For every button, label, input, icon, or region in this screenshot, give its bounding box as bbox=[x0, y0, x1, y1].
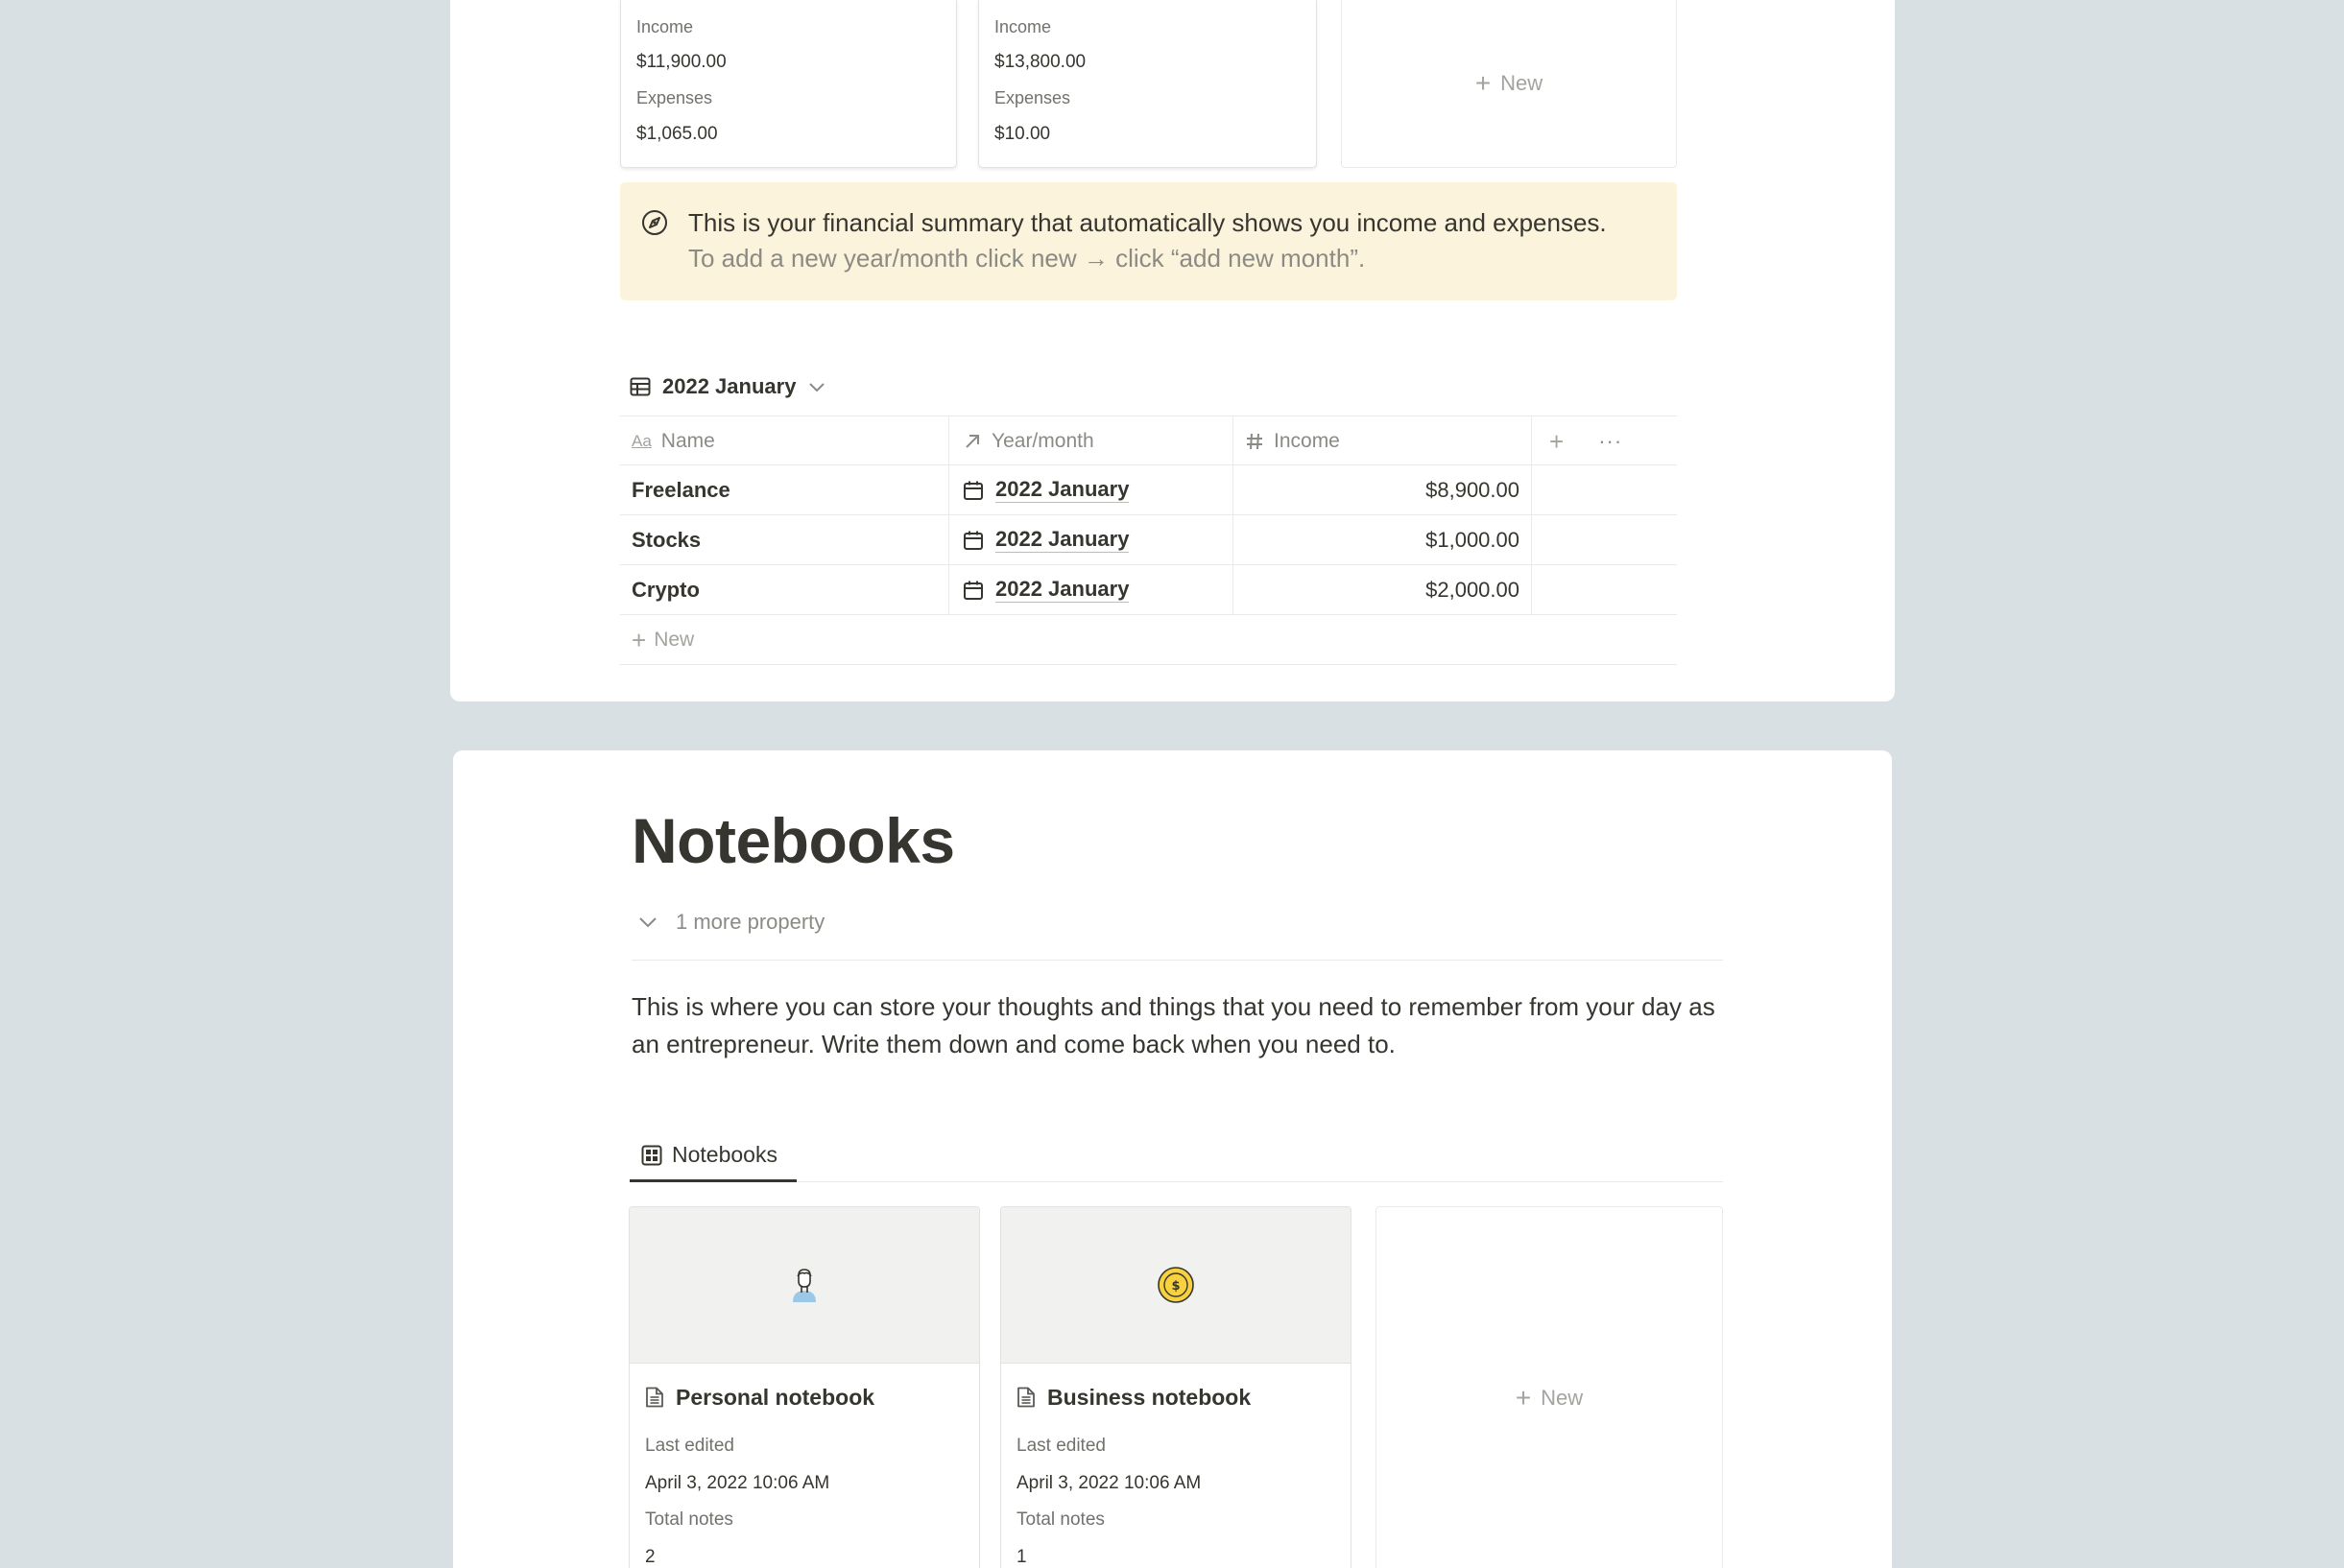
hash-icon bbox=[1245, 432, 1264, 451]
expenses-value: $10.00 bbox=[994, 124, 1051, 144]
plus-icon: + bbox=[1474, 68, 1492, 98]
tab-notebooks[interactable] bbox=[630, 1130, 797, 1182]
table-icon bbox=[630, 376, 651, 397]
gallery-icon bbox=[641, 1145, 662, 1166]
tab-label: Notebooks bbox=[672, 1142, 777, 1167]
more-property-toggle[interactable] bbox=[637, 908, 825, 937]
row-income[interactable]: $8,900.00 bbox=[1232, 465, 1531, 515]
row-empty-cell bbox=[1531, 465, 1677, 515]
text-aa-icon: Aa bbox=[632, 432, 652, 450]
table-row[interactable] bbox=[620, 465, 1677, 515]
column-header-income[interactable]: Income bbox=[1232, 416, 1531, 466]
card-title[interactable]: Personal notebook bbox=[645, 1380, 874, 1414]
row-name[interactable]: Stocks bbox=[632, 528, 702, 552]
card-cover bbox=[630, 1207, 979, 1364]
row-month-cell[interactable] bbox=[948, 515, 1232, 565]
card-cover bbox=[1001, 1207, 1351, 1364]
table-header bbox=[620, 416, 1677, 465]
row-income[interactable]: $1,000.00 bbox=[1232, 515, 1531, 565]
callout bbox=[620, 182, 1677, 300]
summary-new-button[interactable] bbox=[1341, 0, 1677, 168]
calendar-icon bbox=[963, 530, 984, 551]
compass-icon bbox=[641, 209, 668, 236]
new-label: New bbox=[1500, 71, 1543, 95]
last-edited-label: Last edited bbox=[1017, 1436, 1106, 1456]
chevron-down-icon bbox=[807, 377, 826, 396]
add-column-icon[interactable]: + bbox=[1549, 427, 1565, 456]
notebook-card[interactable] bbox=[629, 1206, 980, 1568]
page-description: This is where you can store your thoughts and things that you need to remember from your day as an entrepreneur. Write them down and come back when you need to. bbox=[632, 992, 1715, 1058]
page-icon bbox=[645, 1387, 664, 1408]
chevron-down-icon bbox=[637, 912, 658, 933]
month-link[interactable]: 2022 January bbox=[995, 577, 1130, 602]
month-link[interactable]: 2022 January bbox=[995, 477, 1130, 502]
column-header-yearmonth[interactable]: Year/month bbox=[948, 416, 1232, 466]
expenses-label: Expenses bbox=[636, 88, 713, 107]
table-row[interactable] bbox=[620, 515, 1677, 565]
callout-hint: To add a new year/month click new → click “add new month”. bbox=[688, 244, 1366, 273]
notebook-card[interactable] bbox=[1000, 1206, 1351, 1568]
month-link[interactable]: 2022 January bbox=[995, 527, 1130, 552]
coin-emoji-icon bbox=[1157, 1266, 1195, 1304]
income-value: $11,900.00 bbox=[636, 52, 727, 72]
income-value: $13,800.00 bbox=[994, 52, 1087, 72]
new-row-label: New bbox=[654, 629, 695, 651]
view-title: 2022 January bbox=[662, 374, 797, 398]
summary-card[interactable] bbox=[978, 0, 1317, 168]
callout-text: This is your financial summary that automatically shows you income and expenses. bbox=[688, 208, 1607, 237]
plus-icon: + bbox=[632, 626, 647, 654]
view-selector[interactable] bbox=[630, 370, 826, 403]
more-options-icon[interactable]: ··· bbox=[1598, 429, 1623, 453]
row-empty-cell bbox=[1531, 565, 1677, 615]
calendar-icon bbox=[963, 480, 984, 501]
last-edited-label: Last edited bbox=[645, 1436, 734, 1456]
row-month-cell[interactable] bbox=[948, 465, 1232, 515]
calendar-icon bbox=[963, 580, 984, 601]
new-notebook-button[interactable] bbox=[1375, 1206, 1723, 1568]
row-empty-cell bbox=[1531, 515, 1677, 565]
svg-text:$: $ bbox=[1171, 1279, 1181, 1294]
more-property-label: 1 more property bbox=[676, 910, 825, 934]
row-name[interactable]: Crypto bbox=[632, 578, 700, 602]
new-label: New bbox=[1541, 1386, 1584, 1410]
add-row-button[interactable] bbox=[620, 615, 1677, 665]
column-actions bbox=[1531, 416, 1677, 466]
income-label: Income bbox=[636, 17, 694, 36]
last-edited-value: April 3, 2022 10:06 AM bbox=[645, 1473, 830, 1493]
divider bbox=[632, 960, 1723, 961]
row-income[interactable]: $2,000.00 bbox=[1232, 565, 1531, 615]
row-month-cell[interactable] bbox=[948, 565, 1232, 615]
total-notes-label: Total notes bbox=[1017, 1509, 1105, 1530]
last-edited-value: April 3, 2022 10:06 AM bbox=[1017, 1473, 1202, 1493]
expenses-value: $1,065.00 bbox=[636, 124, 718, 144]
plus-icon: + bbox=[1515, 1383, 1532, 1413]
income-label: Income bbox=[994, 17, 1052, 36]
total-notes-value: 1 bbox=[1017, 1547, 1027, 1567]
page-title: Notebooks bbox=[632, 805, 955, 876]
income-table bbox=[620, 416, 1677, 665]
column-header-name[interactable]: Aa Name bbox=[632, 430, 715, 452]
row-name[interactable]: Freelance bbox=[632, 478, 730, 502]
relation-arrow-icon bbox=[963, 432, 982, 451]
total-notes-value: 2 bbox=[645, 1547, 656, 1567]
total-notes-label: Total notes bbox=[645, 1509, 733, 1530]
person-emoji-icon bbox=[785, 1266, 824, 1304]
page-icon bbox=[1017, 1387, 1036, 1408]
card-title[interactable]: Business notebook bbox=[1017, 1380, 1251, 1414]
view-tabs bbox=[630, 1130, 1723, 1182]
table-row[interactable] bbox=[620, 565, 1677, 615]
expenses-label: Expenses bbox=[994, 88, 1071, 107]
summary-card[interactable] bbox=[620, 0, 957, 168]
